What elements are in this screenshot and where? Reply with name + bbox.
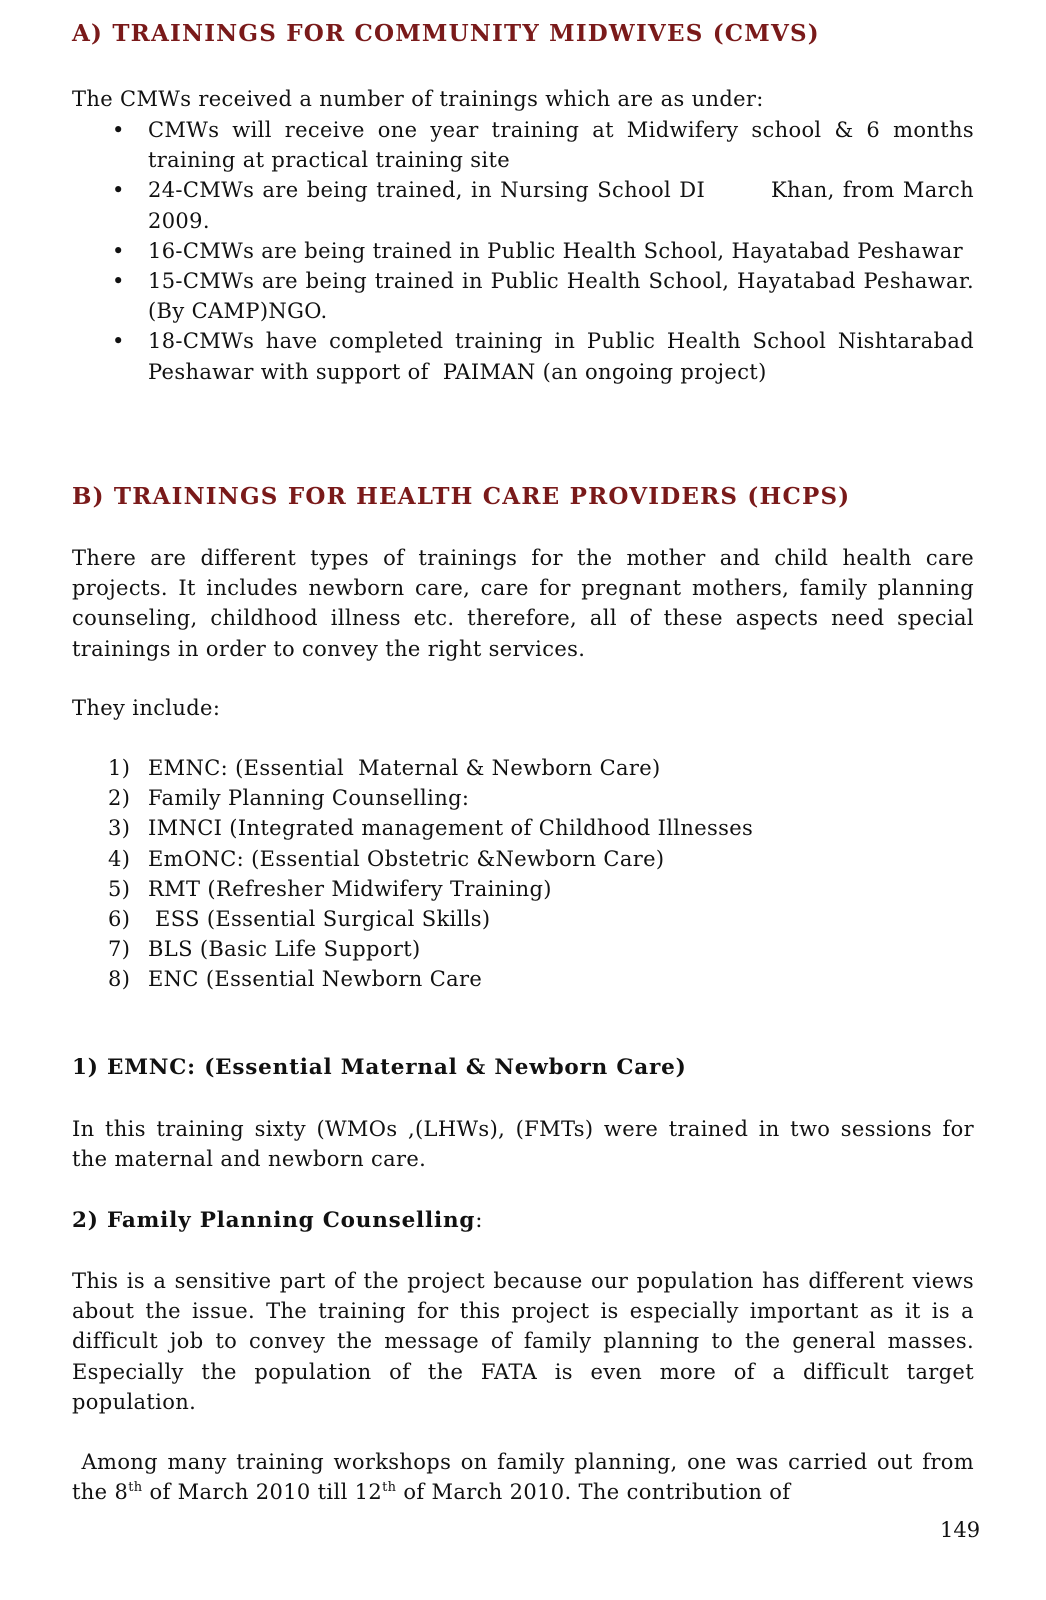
list-item-text: EMNC: (Essential Maternal & Newborn Care) — [148, 756, 661, 780]
list-item-text: EmONC: (Essential Obstetric &Newborn Care) — [148, 846, 665, 871]
ordinal-suffix: th — [382, 1480, 397, 1496]
list-item-text: 15-CMWs are being trained in Public Health School, Hayatabad Peshawar. (By CAMP)NGO. — [148, 269, 974, 324]
heading-colon: : — [475, 1208, 484, 1233]
list-number: 1) — [108, 756, 131, 780]
list-item — [72, 783, 753, 813]
bullet-icon: • — [112, 178, 125, 203]
list-item — [72, 934, 753, 964]
list-item-text: BLS (Basic Life Support) — [148, 937, 421, 962]
family-planning-heading-text: 2) Family Planning Counselling — [72, 1208, 476, 1233]
list-number: 5) — [108, 876, 131, 901]
list-number: 2) — [108, 786, 131, 811]
workshop-text-1: Among many training workshops on family planning, one was carried out from the 8 — [72, 1450, 974, 1505]
hcp-training-list — [72, 753, 753, 995]
list-item-text: CMWs will receive one year training at Midwifery school & 6 months training at practical training site — [148, 118, 974, 173]
workshop-text-2: of March 2010 till 12 — [142, 1480, 383, 1505]
list-item-text: ENC (Essential Newborn Care — [148, 967, 483, 992]
cmw-training-list — [72, 115, 974, 387]
page-number: 149 — [940, 1518, 981, 1542]
list-item — [72, 844, 753, 874]
list-number: 6) — [108, 907, 131, 932]
list-number: 7) — [108, 937, 131, 962]
section-b-intro: There are different types of trainings for the mother and child health care projects. It includes newborn care, care for pregnant mothers, family planning counseling, childhood illness etc. therefore, all of these aspects need special trainings in order to convey the right services. — [72, 546, 974, 661]
list-item-text: RMT (Refresher Midwifery Training) — [148, 876, 552, 901]
list-number: 3) — [108, 816, 131, 841]
list-item — [72, 175, 974, 235]
list-item-text: 24-CMWs are being trained, in Nursing School DI Khan, from March 2009. — [148, 178, 974, 233]
bullet-icon: • — [112, 269, 125, 294]
family-planning-paragraph: This is a sensitive part of the project because our population has different views about the issue. The training for this project is especially important as it is a difficult job to convey the message of family planning to the general masses. Especially the population of the FATA is even more of a difficult target population. — [72, 1269, 974, 1414]
bullet-icon: • — [112, 118, 125, 142]
bullet-icon: • — [112, 238, 125, 263]
list-item — [72, 326, 974, 386]
emnc-heading: 1) EMNC: (Essential Maternal & Newborn Care) — [72, 1055, 687, 1080]
list-item — [72, 874, 753, 904]
ordinal-suffix: th — [128, 1480, 143, 1496]
workshop-paragraph — [72, 1447, 974, 1507]
list-item-text: 18-CMWs have completed training in Public Health School Nishtarabad Peshawar with support of PAIMAN (an ongoing project) — [148, 329, 974, 384]
list-item — [72, 236, 974, 266]
list-item — [72, 964, 753, 994]
list-number: 8) — [108, 967, 131, 992]
list-item — [72, 115, 974, 175]
list-item-text: Family Planning Counselling: — [148, 786, 470, 811]
list-item — [72, 904, 753, 934]
list-number: 4) — [108, 846, 131, 871]
list-item-text: ESS (Essential Surgical Skills) — [148, 907, 491, 932]
list-item — [72, 753, 753, 783]
family-planning-heading — [72, 1206, 483, 1236]
section-a-intro: The CMWs received a number of trainings which are as under: — [72, 87, 764, 111]
workshop-text-3: of March 2010. The contribution of — [396, 1480, 791, 1505]
section-b-heading: B) TRAININGS FOR HEALTH CARE PROVIDERS (HCPS) — [72, 483, 851, 510]
list-item-text: IMNCI (Integrated management of Childhood Illnesses — [148, 816, 754, 841]
list-item — [72, 266, 974, 326]
list-item-text: 16-CMWs are being trained in Public Health School, Hayatabad Peshawar — [148, 238, 964, 263]
section-a-heading: A) TRAININGS FOR COMMUNITY MIDWIVES (CMVS) — [72, 20, 820, 47]
list-item — [72, 813, 753, 843]
they-include-label: They include: — [72, 696, 221, 720]
emnc-paragraph: In this training sixty (WMOs ,(LHWs), (FMTs) were trained in two sessions for the maternal and newborn care. — [72, 1117, 974, 1172]
bullet-icon: • — [112, 329, 125, 354]
